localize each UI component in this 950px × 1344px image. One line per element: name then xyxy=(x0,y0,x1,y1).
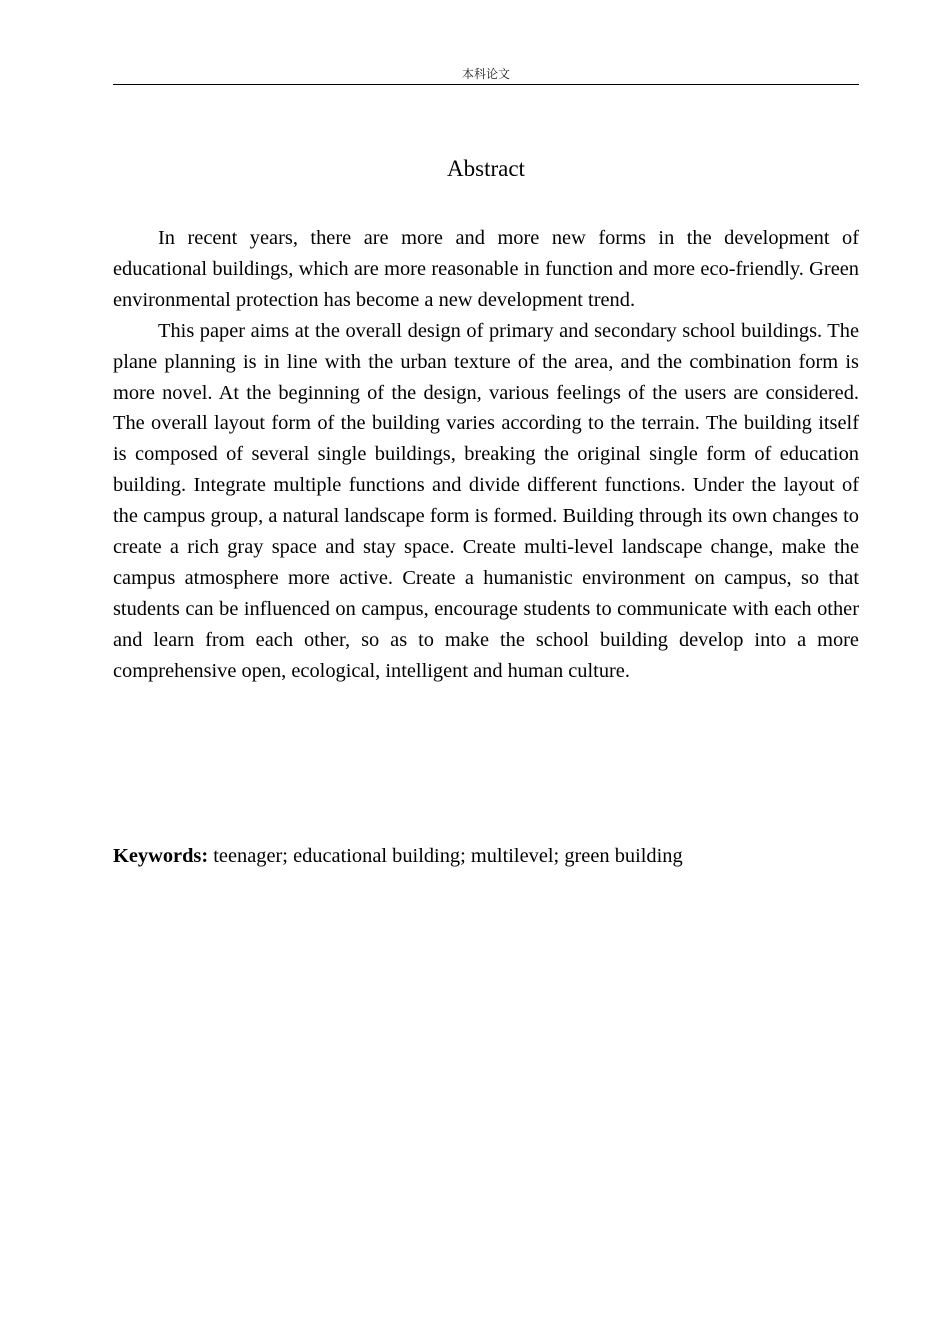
keywords-label: Keywords: xyxy=(113,845,209,867)
abstract-paragraph-1: In recent years, there are more and more new forms in the development of educational buildings, which are more reasonable in function and more eco-friendly. Green environmental protection has become a new development trend. xyxy=(113,227,859,311)
abstract-title: Abstract xyxy=(447,156,525,181)
abstract-paragraph-2: This paper aims at the overall design of primary and secondary school buildings. The plane planning is in line with the urban texture of the area, and the combination form is more novel. At the beginning of the design, various feelings of the users are considered. The overall layout form of the building varies according to the terrain. The building itself is composed of several single buildings, breaking the original single form of education building. Integrate multiple functions and divide different functions. Under the layout of the campus group, a natural landscape form is formed. Building through its own changes to create a rich gray space and stay space. Create multi-level landscape change, make the campus atmosphere more active. Create a humanistic environment on campus, so that students can be influenced on campus, encourage students to communicate with each other and learn from each other, so as to make the school building develop into a more comprehensive open, ecological, intelligent and human culture. xyxy=(113,319,859,682)
abstract-body xyxy=(113,223,859,687)
running-header: 本科论文 xyxy=(113,64,859,85)
keywords-line xyxy=(113,841,859,871)
keywords-text: teenager; educational building; multilevel; green building xyxy=(208,845,683,867)
